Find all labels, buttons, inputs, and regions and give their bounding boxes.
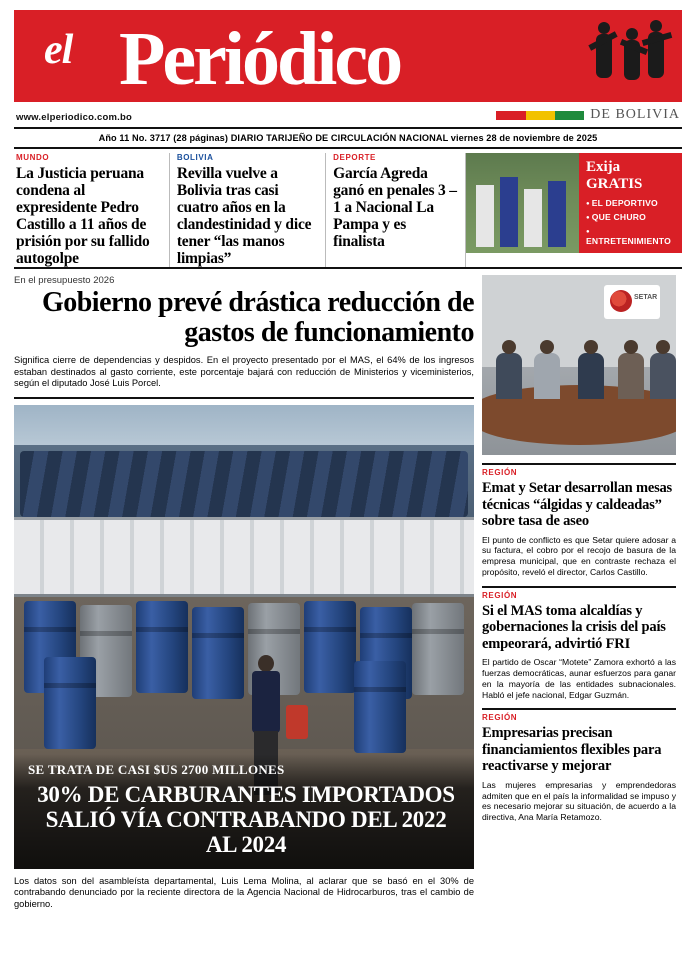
side-kicker: REGIÓN bbox=[482, 708, 676, 722]
teaser-bolivia[interactable] bbox=[170, 153, 326, 267]
teaser-kicker: MUNDO bbox=[16, 153, 50, 162]
main-column bbox=[14, 275, 474, 911]
bolivia-flag-icon bbox=[496, 111, 584, 120]
promo-box[interactable] bbox=[579, 153, 682, 253]
teaser-sport-photo bbox=[466, 153, 579, 267]
dancers-logo-icon bbox=[586, 14, 676, 98]
masthead-title: Periódico bbox=[119, 17, 401, 101]
masthead-el: el bbox=[44, 27, 73, 73]
side-body: El punto de conflicto es que Setar quiere adosar a su factura, el cobro por el recojo de basura de la empresa municipal, que en contraste rechaza el propósito, reveló el director, Carlos Castillo. bbox=[482, 534, 676, 577]
side-headline[interactable]: Emat y Setar desarrollan mesas técnicas “álgidas y caldeadas” sobre tasa de aseo bbox=[482, 480, 673, 529]
teaser-deporte[interactable] bbox=[326, 153, 466, 267]
teaser-kicker: DEPORTE bbox=[333, 153, 376, 162]
side-article-1[interactable] bbox=[482, 463, 676, 578]
teaser-headline: La Justicia peruana condena al expresidente Pedro Castillo a 11 años de prisión por su fallido autogolpe bbox=[16, 165, 150, 267]
page-body bbox=[14, 275, 682, 911]
masthead bbox=[14, 10, 682, 102]
side-headline[interactable]: Si el MAS toma alcaldías y gobernaciones la crisis del país empeorará, advirtió FRI bbox=[482, 602, 666, 652]
teaser-headline: Revilla vuelve a Bolivia tras casi cuatro años en la clandestinidad y dice tener “las manos limpias” bbox=[176, 165, 312, 267]
promo-item[interactable]: ● ENTRETENIMIENTO bbox=[586, 226, 675, 246]
overlay-headline[interactable]: 30% DE CARBURANTES IMPORTADOS SALIÓ VÍA CONTRABANDO DEL 2022 AL 2024 bbox=[37, 781, 455, 857]
lead-headline[interactable]: Gobierno prevé drástica reducción de gastos de funcionamiento bbox=[41, 287, 474, 348]
main-photo bbox=[14, 405, 474, 869]
promo-item[interactable]: ● EL DEPORTIVO bbox=[586, 198, 675, 208]
side-headline[interactable]: Empresarias precisan financiamientos flexibles para reactivarse y mejorar bbox=[482, 725, 662, 775]
teaser-headline: García Agreda ganó en penales 3 – 1 a Nacional La Pampa y es finalista bbox=[333, 165, 457, 250]
photo-headline-overlay bbox=[14, 754, 474, 869]
teaser-mundo[interactable] bbox=[14, 153, 170, 267]
masthead-underbar bbox=[14, 102, 682, 129]
side-article-3[interactable] bbox=[482, 708, 676, 823]
promo-item[interactable]: ● QUE CHURO bbox=[586, 212, 675, 222]
side-kicker: REGIÓN bbox=[482, 463, 676, 477]
lead-overline: En el presupuesto 2026 bbox=[14, 275, 115, 286]
overlay-kicker: SE TRATA DE CASI $US 2700 MILLONES bbox=[28, 761, 285, 777]
side-column bbox=[482, 275, 676, 911]
side-kicker: REGIÓN bbox=[482, 586, 676, 600]
sport-photo bbox=[466, 153, 579, 253]
red-bag bbox=[286, 705, 308, 739]
website-url[interactable]: www.elperiodico.com.bo bbox=[16, 112, 132, 123]
side-body: Las mujeres empresarias y emprendedoras admiten que en el país la informalidad se impuso y es necesario mejorar su situación, de acuerdo a la directiva, Ana María Retamozo. bbox=[482, 779, 676, 823]
teaser-kicker: BOLIVIA bbox=[176, 153, 214, 162]
main-photo-caption: Los datos son del asambleísta departamental, Luis Lema Molina, al aclarar que se basó en el 30% de contrabando denunciado por la reciente directora de la Agencia Nacional de Hidrocarburos, tras el cambio de gobierno. bbox=[14, 875, 474, 909]
promo-list bbox=[586, 198, 675, 246]
side-body: El partido de Oscar “Motete” Zamora exhortó a las fuerzas democráticas, aunar esfuerzos para ganar en la mayoría de las entidades subnacionales. Habló el jefe nacional, Edgar Guzmán. bbox=[482, 657, 676, 700]
meeting-photo bbox=[482, 275, 676, 455]
setar-logo-text: SETAR bbox=[634, 294, 658, 301]
setar-logo-icon bbox=[604, 285, 660, 319]
edition-strapline: Año 11 No. 3717 (28 páginas) DIARIO TARIJEÑO DE CIRCULACIÓN NACIONAL viernes 28 de noviembre de 2025 bbox=[14, 129, 682, 149]
top-teaser-row bbox=[14, 149, 682, 269]
promo-box-wrapper bbox=[579, 153, 682, 267]
fuel-barrels bbox=[24, 601, 464, 751]
promo-title: Exija GRATIS bbox=[586, 159, 643, 192]
lead-deck: Significa cierre de dependencias y despidos. En el proyecto presentado por el MAS, el 64% de los ingresos estaban destinados al gasto corriente, este porcentaje bajará con reducción de Ministerios y viceministerios, según el diputado José Luis Porcel. bbox=[14, 355, 474, 399]
de-bolivia-label: DE BOLIVIA bbox=[590, 107, 680, 122]
side-article-2[interactable] bbox=[482, 586, 676, 701]
underbar-right bbox=[496, 107, 680, 123]
